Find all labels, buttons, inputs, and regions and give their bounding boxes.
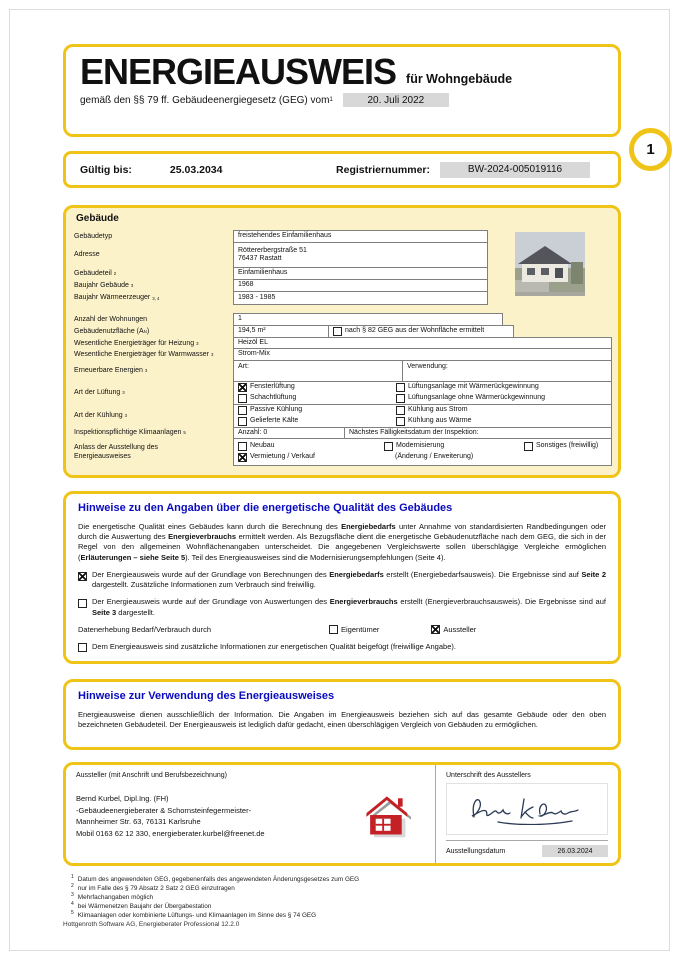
building-type-label: Gebäudetyp bbox=[74, 232, 113, 240]
floor-area-option: nach § 82 GEG aus der Wohnfläche ermittelt bbox=[333, 327, 484, 336]
occasion-option-sonstiges: Sonstiges (freiwillig) bbox=[524, 442, 607, 451]
quality-section-title: Hinweise zu den Angaben über die energetische Qualität des Gebäudes bbox=[78, 502, 453, 515]
building-table bbox=[66, 228, 618, 466]
issue-date-label: Ausstellungsdatum bbox=[446, 847, 506, 855]
checkbox-energieverbrauch[interactable] bbox=[78, 599, 87, 608]
issuer-details bbox=[66, 765, 435, 863]
checkbox-energiebedarf[interactable] bbox=[78, 572, 87, 581]
checkbox-lueftung-mit-wrg[interactable] bbox=[396, 383, 405, 392]
cooling-label: Art der Kühlung 3 bbox=[74, 412, 128, 420]
valid-until-label: Gültig bis: bbox=[80, 163, 132, 176]
issuer-title: Aussteller (mit Anschrift und Berufsbezeichnung) bbox=[76, 772, 227, 780]
renewables-usage-cell: Verwendung: bbox=[402, 360, 612, 382]
occasion-options-cell bbox=[233, 438, 612, 466]
checkbox-fensterlueftung[interactable] bbox=[238, 383, 247, 392]
checkbox-zusatzinfo[interactable] bbox=[78, 643, 87, 652]
checkbox-wohnflaeche-ermittelt[interactable] bbox=[333, 327, 342, 336]
ventilation-label: Art der Lüftung 3 bbox=[74, 389, 125, 397]
checkbox-aussteller[interactable] bbox=[431, 625, 440, 634]
consumption-certificate-row bbox=[78, 597, 606, 617]
heating-carrier-label: Wesentliche Energieträger für Heizung 3 bbox=[74, 339, 199, 347]
checkbox-gelieferte-kaelte[interactable] bbox=[238, 417, 247, 426]
floor-area-value: 194,5 m² bbox=[233, 325, 329, 338]
registry-number-value: BW-2024-005019116 bbox=[440, 162, 590, 178]
red-house-logo-icon bbox=[355, 789, 415, 843]
building-type-value: freistehendes Einfamilienhaus bbox=[233, 230, 488, 243]
row-renewables bbox=[72, 360, 612, 382]
heating-carrier-value: Heizöl EL bbox=[233, 337, 612, 349]
checkbox-vermietung-verkauf[interactable] bbox=[238, 453, 247, 462]
footnote-2: 2 nur im Falle des § 79 Absatz 2 Satz 2 GEG einzutragen bbox=[71, 883, 235, 893]
data-collection-label: Datenerhebung Bedarf/Verbrauch durch bbox=[78, 624, 212, 634]
checkbox-neubau[interactable] bbox=[238, 442, 247, 451]
year-built-label: Baujahr Gebäude 3 bbox=[74, 281, 134, 289]
law-text: gemäß den §§ 79 ff. Gebäudeenergiegesetz (GEG) vom bbox=[80, 94, 330, 106]
cooling-options-cell bbox=[233, 404, 612, 428]
page-number-badge: 1 bbox=[629, 128, 672, 171]
aircon-due-cell: Nächstes Fälligkeitsdatum der Inspektion: bbox=[344, 427, 612, 439]
extra-info-text: Dem Energieausweis sind zusätzliche Informationen zur energetischen Qualität beigefügt (freiwillige Angabe). bbox=[92, 641, 456, 651]
row-cooling bbox=[72, 404, 612, 428]
issuer-contact: Mobil 0163 62 12 330, energieberater.kurbel@freenet.de bbox=[76, 828, 265, 838]
aircon-count-cell: Anzahl: 0 bbox=[233, 427, 345, 439]
cooling-option-2: Gelieferte Kälte bbox=[238, 417, 396, 426]
building-section bbox=[63, 205, 621, 478]
aircon-label: Inspektionspflichtige Klimaanlagen 5 bbox=[74, 429, 186, 437]
row-address bbox=[72, 242, 488, 268]
document-subtitle: für Wohngebäude bbox=[406, 72, 513, 86]
collection-option-aussteller: Aussteller bbox=[431, 625, 476, 635]
issue-date-row bbox=[446, 840, 608, 857]
occasion-option-neubau: Neubau bbox=[238, 442, 384, 451]
year-built-value: 1968 bbox=[233, 279, 488, 292]
extra-info-row bbox=[78, 642, 606, 653]
cooling-option-4: Kühlung aus Wärme bbox=[396, 417, 607, 426]
signature-panel bbox=[435, 765, 618, 863]
ventilation-option-2: Schachtlüftung bbox=[238, 394, 396, 403]
heat-generator-value: 1983 - 1985 bbox=[233, 291, 488, 305]
occasion-label: Anlass der Ausstellung des Energieausweises bbox=[74, 444, 159, 460]
cooling-option-3: Kühlung aus Strom bbox=[396, 406, 607, 415]
law-date-value: 20. Juli 2022 bbox=[343, 93, 449, 107]
handwritten-signature bbox=[446, 783, 608, 835]
checkbox-sonstiges[interactable] bbox=[524, 442, 533, 451]
usage-paragraph: Energieausweise dienen ausschließlich der Information. Die Angaben im Energieausweis beziehen sich auf das gesamte Gebäude oder den oben bezeichneten Gebäudeteil. Der Energieausweis ist lediglich dafür gedacht, einen überschlägigen Vergleich von Gebäuden zu ermöglichen. bbox=[78, 710, 606, 730]
checkbox-kuehlung-waerme[interactable] bbox=[396, 417, 405, 426]
quality-intro-paragraph: Die energetische Qualität eines Gebäudes kann durch die Berechnung des Energiebedarfs unter Annahme von standardisierten Randbedingungen oder durch die Auswertung des Energieverbrauchs ermittelt werden. Als Bezugsfläche dient die energetische Gebäudenutzfläche nach dem GEG, die sich in der Regel von den allgemeinen Wohnflächenangaben unterscheidet. Die angegebenen Vergleichswerte sollen überschlägige Vergleiche ermöglichen (Erläuterungen – siehe Seite 5). Teil des Energieausweises sind die Modernisierungsempfehlungen (Seite 4). bbox=[78, 522, 607, 562]
footnotes bbox=[63, 876, 621, 921]
row-ventilation bbox=[72, 381, 612, 405]
consumption-certificate-text: Der Energieausweis wurde auf der Grundlage von Auswertungen des Energieverbrauchs erstellt (Energieverbrauchsausweis). Die Ergebnisse sind auf Seite 3 dargestellt. bbox=[92, 597, 606, 617]
ventilation-option-4: Lüftungsanlage ohne Wärmerückgewinnung bbox=[396, 394, 607, 403]
registry-number-label: Registriernummer: bbox=[336, 163, 430, 176]
checkbox-modernisierung[interactable] bbox=[384, 442, 393, 451]
collection-option-eigentuemer: Eigentümer bbox=[329, 625, 379, 635]
checkbox-schachtlueftung[interactable] bbox=[238, 394, 247, 403]
software-footer: Hottgenroth Software AG, Energieberater Professional 12.2.0 bbox=[63, 921, 240, 928]
modernisierung-note: (Änderung / Erweiterung) bbox=[395, 453, 474, 461]
quality-section bbox=[63, 491, 621, 664]
address-line1: Röttererbergstraße 51 bbox=[238, 246, 307, 254]
checkbox-lueftung-ohne-wrg[interactable] bbox=[396, 394, 405, 403]
checkbox-kuehlung-strom[interactable] bbox=[396, 406, 405, 415]
building-part-label: Gebäudeteil 2 bbox=[74, 269, 117, 277]
ventilation-option-1: Fensterlüftung bbox=[238, 383, 396, 392]
house-photo-image bbox=[515, 232, 585, 296]
heat-generator-label: Baujahr Wärmeerzeuger 3, 4 bbox=[74, 294, 160, 302]
checkbox-passive-kuehlung[interactable] bbox=[238, 406, 247, 415]
occasion-option-modernisierung: Modernisierung bbox=[384, 442, 524, 451]
apartments-value: 1 bbox=[233, 313, 503, 326]
row-occasion bbox=[72, 438, 612, 466]
building-section-title: Gebäude bbox=[76, 213, 119, 224]
usage-section-title: Hinweise zur Verwendung des Energieausweises bbox=[78, 690, 335, 703]
occasion-option-vermietung: Vermietung / Verkauf bbox=[238, 453, 384, 462]
water-carrier-value: Strom-Mix bbox=[233, 348, 612, 360]
address-label: Adresse bbox=[74, 251, 100, 259]
building-photo bbox=[488, 230, 612, 305]
issue-date-value: 26.03.2024 bbox=[542, 845, 608, 857]
checkbox-eigentuemer[interactable] bbox=[329, 625, 338, 634]
demand-certificate-row bbox=[78, 570, 606, 590]
document-title: ENERGIEAUSWEIS bbox=[80, 51, 397, 92]
address-value bbox=[233, 242, 488, 268]
footnote-1: 1 Datum des angewendeten GEG, gegebenenfalls des angewendeten Änderungsgesetzes zum GEG bbox=[71, 874, 360, 884]
law-reference: gemäß den §§ 79 ff. Gebäudeenergiegesetz (GEG) vom 1 20. Juli 2022 bbox=[80, 93, 604, 107]
aircon-count-value: 0 bbox=[263, 428, 268, 436]
building-part-value: Einfamilienhaus bbox=[233, 267, 488, 280]
renewables-label: Erneuerbare Energien 3 bbox=[74, 367, 148, 375]
certificate-content bbox=[63, 44, 621, 921]
ventilation-option-3: Lüftungsanlage mit Wärmerückgewinnung bbox=[396, 383, 607, 392]
issuer-name: Bernd Kurbel, Dipl.Ing. (FH) bbox=[76, 794, 169, 804]
row-heat-generator bbox=[72, 291, 488, 305]
signature-label: Unterschrift des Ausstellers bbox=[446, 772, 531, 780]
footnote-3: 3 Mehrfachangaben möglich bbox=[71, 891, 154, 901]
address-line2: 76437 Rastatt bbox=[238, 255, 282, 262]
footnote-5: 5 Klimaanlagen oder kombinierte Lüftungs- und Klimaanlagen im Sinne des § 74 GEG bbox=[71, 909, 317, 919]
cooling-option-1: Passive Kühlung bbox=[238, 406, 396, 415]
demand-certificate-text: Der Energieausweis wurde auf der Grundlage von Berechnungen des Energiebedarfs erstellt (Energiebedarfsausweis). Die Ergebnisse sind auf Seite 2 dargestellt. Zusätzliche Informationen zum Verbrauch sind freiwillig. bbox=[92, 570, 606, 590]
issuer-section bbox=[63, 762, 621, 866]
header-box bbox=[63, 44, 621, 137]
footnote-4: 4 bei Wärmenetzen Baujahr der Übergabestation bbox=[71, 900, 212, 910]
floor-area-label: Gebäudenutzfläche (A N ) bbox=[74, 327, 150, 335]
ventilation-options-cell bbox=[233, 381, 612, 405]
water-carrier-label: Wesentliche Energieträger für Warmwasser 3 bbox=[74, 350, 214, 358]
data-collection-row bbox=[78, 625, 606, 635]
usage-section bbox=[63, 679, 621, 750]
apartments-label: Anzahl der Wohnungen bbox=[74, 315, 148, 323]
validity-bar bbox=[63, 151, 621, 188]
renewables-art-cell: Art: bbox=[233, 360, 403, 382]
issuer-profession: -Gebäudeenergieberater & Schornsteinfegermeister- bbox=[76, 805, 252, 815]
valid-until-date: 25.03.2034 bbox=[169, 163, 223, 176]
issuer-address: Mannheimer Str. 63, 76131 Karlsruhe bbox=[76, 817, 201, 827]
